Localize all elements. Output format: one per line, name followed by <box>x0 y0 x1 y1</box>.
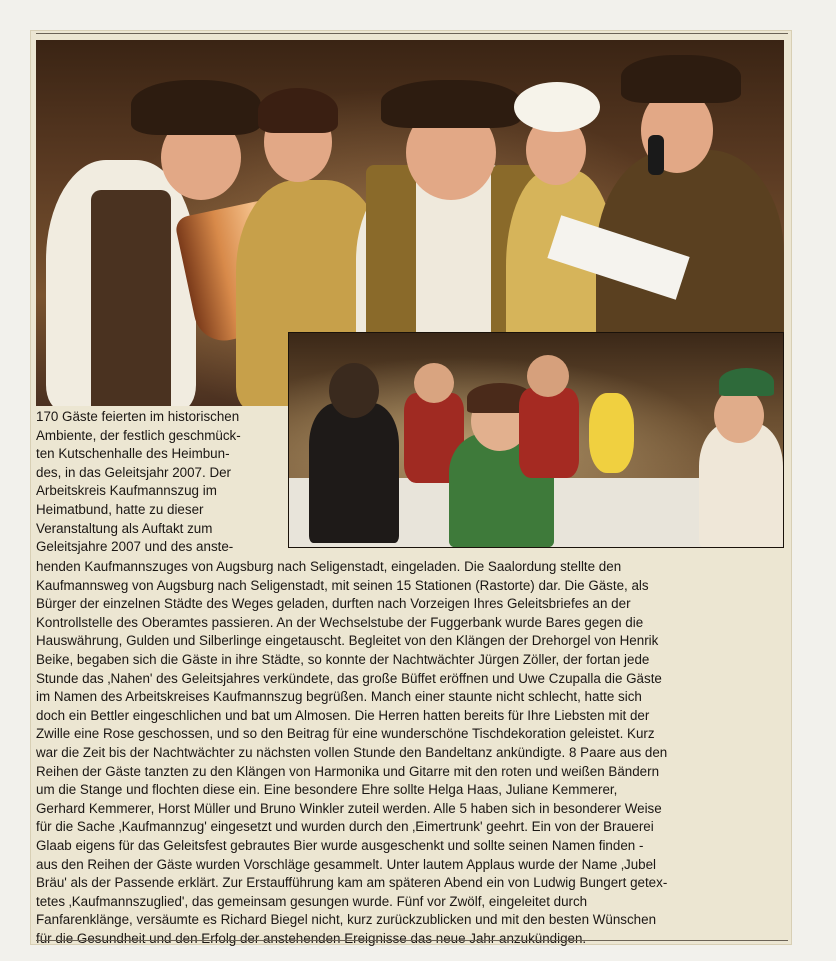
guest-red-vest-2 <box>519 388 579 478</box>
article-body <box>36 558 784 948</box>
body-line: tetes ‚Kaufmannszuglied', das gemeinsam gesungen wurde. Fünf vor Zwölf, eingeleitet durch <box>36 893 588 909</box>
figure-left-hat <box>131 80 261 135</box>
body-line: Fanfarenklänge, versäumte es Richard Biegel nicht, kurz zurückzublicken und mit den besten Wünschen <box>36 912 657 928</box>
figure-left-vest <box>91 190 171 406</box>
figure-woman-hair <box>258 88 338 133</box>
microphone-icon <box>648 135 664 175</box>
body-line: im Namen des Arbeitskreises Kaufmannszug begrüßen. Manch einer staunte nicht schlecht, hatte sich <box>36 689 642 705</box>
photo-guests-applauding <box>288 332 784 548</box>
body-line: Hauswährung, Gulden und Silberlinge eingetauscht. Begleitet von den Klängen der Drehorgel von Henrik <box>36 633 659 649</box>
body-line: für die Sache ‚Kaufmannzug' eingesetzt und wurden durch den ‚Eimertrunk' geehrt. Ein von der Brauerei <box>36 819 654 835</box>
caption-line: Arbeitskreis Kaufmannszug im <box>36 483 217 499</box>
figure-center-hat <box>381 80 521 128</box>
guest-left-back <box>309 403 399 543</box>
flower-bouquet <box>589 393 634 473</box>
body-line: war die Zeit bis der Nachtwächter zu nächsten vollen Stunde den Bandeltanz ankündigte. 8 Paare aus den <box>36 744 668 760</box>
caption-line: des, in das Geleitsjahr 2007. Der <box>36 464 232 480</box>
body-line: um die Stange und flochten diese ein. Eine besondere Ehre sollte Helga Haas, Juliane Kemmerer, <box>36 782 618 798</box>
guest-red-vest-2-head <box>527 355 569 397</box>
body-line: Zwille eine Rose geschossen, und so den Beitrag für eine wunderschöne Tischdekoration geleistet. Kurz <box>36 726 655 742</box>
guest-red-vest-1-head <box>414 363 454 403</box>
guest-left-head <box>329 363 379 418</box>
caption-line: ten Kutschenhalle des Heimbun- <box>36 446 230 462</box>
body-line: Glaab eigens für das Geleitsfest gebrautes Bier wurde ausgeschenkt und sollte seinen Namen finden - <box>36 837 644 853</box>
figure-bonnet-cap <box>514 82 600 132</box>
guest-right-woman-head <box>714 388 764 443</box>
top-rule <box>36 33 788 34</box>
body-line: Gerhard Kemmerer, Horst Müller und Bruno Winkler zuteil werden. Alle 5 haben sich in besonderer Weise <box>36 800 662 816</box>
caption-line: Veranstaltung als Auftakt zum <box>36 520 213 536</box>
body-line: Stunde das ‚Nahen' des Geleitsjahres verkündete, das große Büffet eröffnen und Uwe Czupalla die Gäste <box>36 670 662 686</box>
caption-line: Ambiente, der festlich geschmück- <box>36 427 241 443</box>
caption-line: Heimatbund, hatte zu dieser <box>36 501 204 517</box>
caption-line: 170 Gäste feierten im historischen <box>36 409 240 424</box>
caption-column <box>36 408 284 557</box>
body-line: Bürger der einzelnen Städte des Weges geladen, durften nach Vorzeigen Ihres Geleitsbriefes an der <box>36 596 631 612</box>
body-line: für die Gesundheit und den Erfolg der anstehenden Ereignisse das neue Jahr anzukündigen. <box>36 930 587 946</box>
body-line: Kaufmannsweg von Augsburg nach Seligenstadt, mit seinen 15 Stationen (Rastorte) dar. Die Gäste, als <box>36 577 649 593</box>
bottom-rule <box>36 940 788 941</box>
body-line: henden Kaufmannszuges von Augsburg nach Seligenstadt, eingeladen. Die Saalordung stellte den <box>36 559 622 574</box>
figure-speaker-hat <box>621 55 741 103</box>
body-line: Kontrollstelle des Oberamtes passieren. An der Wechselstube der Fuggerbank wurde Bares gegen die <box>36 614 644 630</box>
body-line: Reihen der Gäste tanzten zu den Klängen von Harmonika und Gitarre mit den roten und weißen Bändern <box>36 763 660 779</box>
caption-line: Geleitsjahre 2007 und des anste- <box>36 539 234 555</box>
body-line: doch ein Bettler eingeschlichen und bat um Almosen. Die Herren hatten bereits für Ihre Liebsten mit der <box>36 707 650 723</box>
body-line: Bräu' als der Passende erklärt. Zur Erstaufführung kam am späteren Abend ein von Ludwig Bungert getex- <box>36 875 668 891</box>
guest-right-green-hat <box>719 368 774 396</box>
body-line: Beike, begaben sich die Gäste in ihre Städte, so konnte der Nachtwächter Jürgen Zöller, der fortan jede <box>36 651 650 667</box>
body-line: aus den Reihen der Gäste wurden Vorschläge gesammelt. Unter lautem Applaus wurde der Name ‚Jubel <box>36 856 657 872</box>
